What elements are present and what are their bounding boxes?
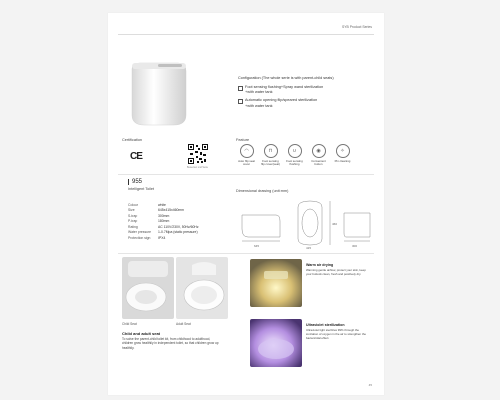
product-page — [108, 13, 384, 395]
configuration-option — [238, 85, 368, 95]
spec-table — [128, 203, 199, 241]
section-divider — [118, 253, 374, 254]
warm-air-description: Warming gentle airflow, protect your skin, keep your buttock clean, fresh and positively dry. — [306, 268, 366, 276]
model-number: 955 — [128, 179, 142, 185]
series-label: SYB Product Series — [342, 25, 372, 29]
drawing-title: Dimensional drawing (unit:mm) — [236, 189, 289, 193]
adult-seat-caption: Adult Seat — [176, 322, 191, 326]
feature-list — [236, 144, 353, 167]
child-seat-caption: Child Seat — [122, 322, 137, 326]
drawing-label: 460 — [332, 222, 338, 226]
cover-icon: ◠ — [240, 144, 254, 158]
feature-item-label: Convenient button — [311, 159, 326, 167]
checkbox-icon — [238, 99, 243, 104]
warm-air-photo — [250, 259, 302, 307]
warm-air-title: Warm air drying — [306, 263, 334, 267]
configuration-title: Configuration (The whole serie is with parent-child seats) — [238, 76, 334, 80]
feature-item-label: Foot sensing flip cover(seat) — [261, 159, 280, 167]
child-seat-photo — [122, 257, 174, 319]
spec-value: AC 110V/230V, 50Hz/60Hz — [158, 224, 199, 229]
flush-icon: ∪ — [288, 144, 302, 158]
seat-title: Child and adult seat — [122, 331, 161, 336]
spec-key: Size — [128, 208, 135, 213]
feature-item-label: Pin cleaning — [334, 159, 351, 163]
drawing-label: 415 — [306, 246, 312, 249]
cleaning-icon: ✧ — [336, 144, 350, 158]
spec-value: IPX4 — [158, 235, 166, 240]
adult-seat-photo — [176, 257, 228, 319]
foot-icon: ⊓ — [264, 144, 278, 158]
seat-description: To solve the parent-child toilet kit, from childhood to adulthood, children grow healthily in independent toilet, so that children grow up healthily. — [122, 337, 219, 350]
spec-value: 180mm — [158, 219, 170, 224]
qr-code-icon — [188, 144, 208, 164]
feature-item — [308, 144, 329, 167]
feature-item — [236, 144, 257, 167]
feature-item — [332, 144, 353, 167]
button-icon: ◉ — [312, 144, 326, 158]
uv-sterilization-photo — [250, 319, 302, 367]
drawing-label: 645 — [254, 244, 260, 248]
ce-mark: CE — [130, 151, 142, 162]
spec-value: 300mm — [158, 213, 170, 218]
section-divider — [118, 174, 374, 175]
spec-row — [128, 236, 199, 241]
spec-key: Rating — [128, 224, 138, 229]
feature-item — [284, 144, 305, 167]
uv-title: Ultraviolet sterilization — [306, 323, 345, 327]
dimension-drawing — [236, 197, 378, 249]
spec-value: 1-0.7Mpa (static pressure) — [158, 230, 198, 235]
configuration-option-text: Automatic opening flip/speared sterilization +with water tank — [245, 98, 318, 108]
spec-key: P-trap — [128, 219, 138, 224]
drawing-label: 300 — [352, 244, 358, 248]
configuration-option — [238, 98, 368, 108]
feature-item — [260, 144, 281, 167]
spec-key: Protection sign — [128, 235, 151, 240]
configuration-block — [238, 76, 368, 112]
checkbox-icon — [238, 86, 243, 91]
page-number: 45 — [368, 383, 372, 387]
toilet-hero-image — [122, 55, 192, 127]
certification-label: Certification — [122, 138, 143, 142]
feature-label: Feature — [236, 138, 250, 142]
qr-caption: Bewerten und Serie — [187, 166, 208, 169]
feature-item-label: Foot sensing flushing — [286, 159, 303, 167]
spec-value: 645x415x460mm — [158, 208, 185, 213]
spec-key: S-trap — [128, 213, 138, 218]
configuration-option-text: Foot sensing flushing+Spray wand sterilization +with water tank — [245, 85, 324, 95]
feature-item-label: Auto flip seat cover — [238, 159, 255, 167]
spec-value: white — [158, 203, 166, 207]
model-subtitle: Intelligent Toilet — [128, 187, 155, 191]
top-divider — [118, 34, 374, 35]
uv-description: Ultraviolet light sterilizes 99% through the ionization of oxygen in the air to strengthen the bactericidal effect. — [306, 328, 366, 340]
spec-key: Colour — [128, 203, 138, 207]
spec-key: Water pressure — [128, 230, 152, 235]
